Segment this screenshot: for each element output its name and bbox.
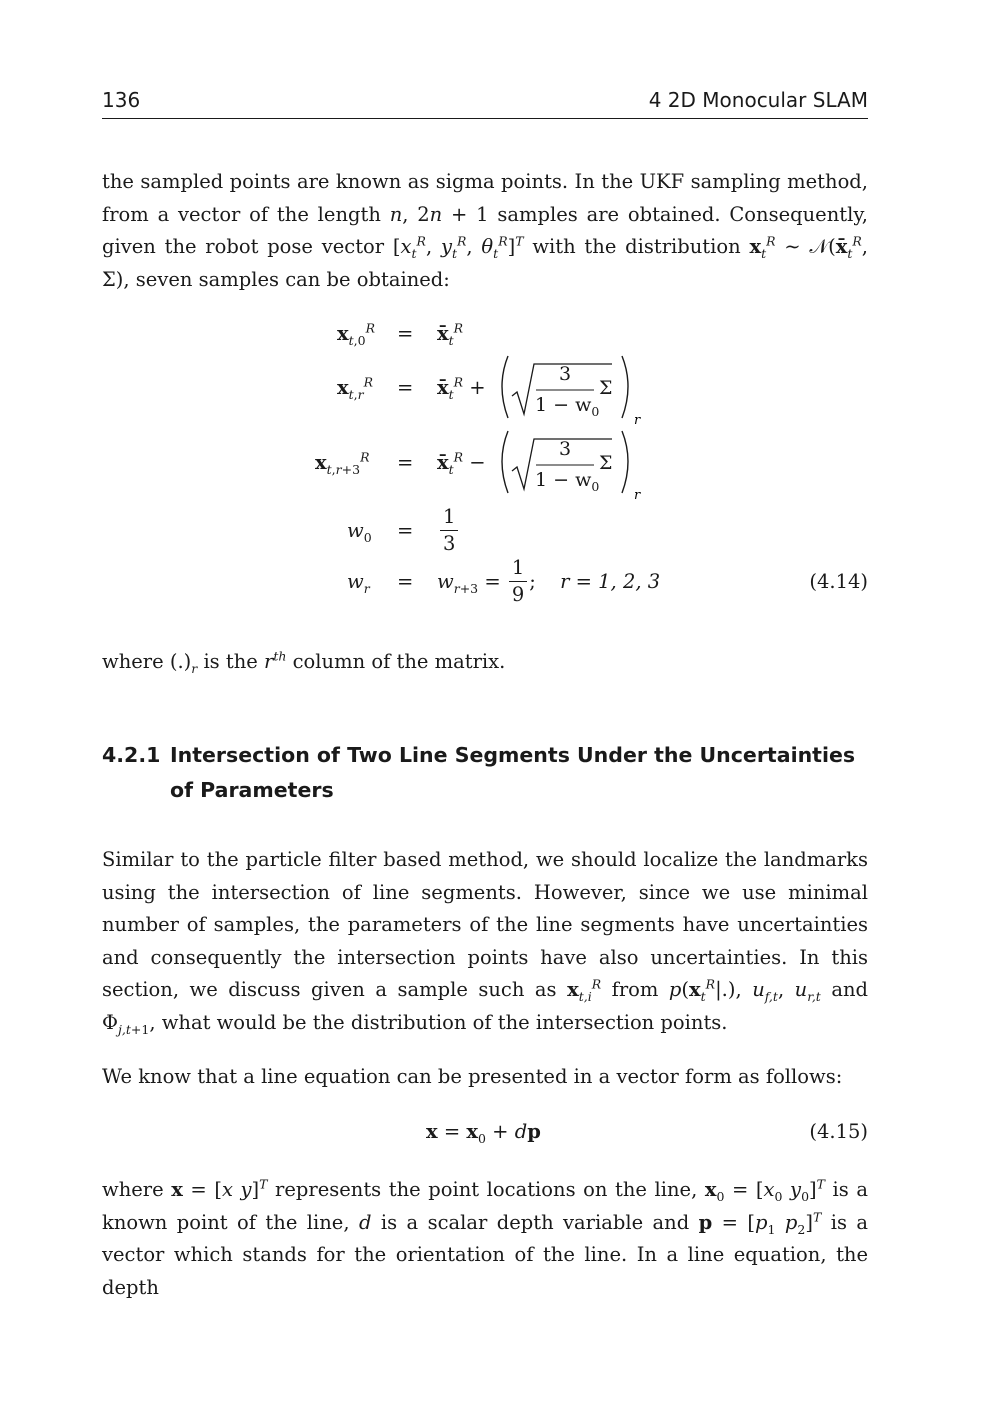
para1-text-c: with the distribution <box>523 235 750 258</box>
frac-denominator: $1 - w_0$ <box>535 394 600 419</box>
eq-lhs-x-t0: $x_{t,0}^R$ <box>337 320 376 348</box>
page-number: 136 <box>102 88 141 112</box>
eq-rhs-xbar: $x̄_t^R$ <box>437 320 464 348</box>
para4-text-d: is a scalar depth variable and <box>371 1210 699 1234</box>
where1-text-c: column of the matrix. <box>286 650 506 673</box>
paragraph-sigma-points: the sampled points are known as sigma points. In the UKF sampling method, from a vector of the length n, 2n + 1 samples are obtained. Consequently, given the robot pose vector [$x_t^R$, $y_t^R$, $\theta_t^R]^T$ with the distribution $x_t^R$ ∼ $𝒩(x̄_t^R$, Σ), seven samples can be obtained: <box>102 170 868 291</box>
eq-equals: = <box>397 451 414 474</box>
svg-text:r: r <box>634 488 641 501</box>
frac-numerator: 3 <box>559 363 572 385</box>
chapter-title: 4 2D Monocular SLAM <box>648 88 868 112</box>
eq-w0-value: $\frac{1}{3}$ <box>438 504 460 557</box>
para2-text-a: Similar to the particle filter based method, we should localize the landmarks using the intersection of line segments. However, since we use minimal number of samples, the parameters of the line segments have uncertainties and consequently the intersection points have also uncertainties. In this section, we discuss given a sample such as <box>102 848 868 1001</box>
eq-lhs-x-tr3: $x_{t,r+3}^R$ <box>315 449 370 477</box>
para4-text-e: is a vector which stands for the orientation of the line. In a line equation, the depth <box>102 1210 868 1299</box>
paragraph-column-note: where $(.)_r$ is the $r^{th}$ column of the matrix. <box>102 648 506 676</box>
eq-equals: = <box>397 322 414 345</box>
section-number: 4.2.1 <box>102 743 161 767</box>
para1-text-d: , seven samples can be obtained: <box>123 267 450 291</box>
para1-text-b: samples are obtained. Consequently, given the robot pose vector <box>102 202 868 258</box>
sigma: Σ <box>599 377 613 399</box>
para1-text-a: the sampled points are known as sigma points. In the UKF sampling method, from a vector of the length <box>102 170 868 226</box>
equation-4-15: $x = x_0$ + dp <box>426 1120 541 1146</box>
para2-text-b: from <box>601 978 669 1001</box>
eq-lhs-wr: $w_r$ <box>347 570 370 596</box>
para2-text-c: and <box>820 978 869 1001</box>
eq-equals: = <box>397 570 414 593</box>
frac-denominator: $1 - w_0$ <box>535 469 600 494</box>
eq-equals: = <box>397 519 414 542</box>
section-heading <box>102 738 868 808</box>
section-title: Intersection of Two Line Segments Under the Uncertainties of Parameters <box>170 743 856 802</box>
frac-numerator: 3 <box>559 438 572 460</box>
eq-wr-value: $w_{r+3}$ = $\frac{1}{9}$ ; r = 1, 2, 3 <box>437 556 661 606</box>
eq-equals: = <box>397 376 414 399</box>
equation-number-4-15: (4.15) <box>809 1120 868 1143</box>
equation-number-4-14: (4.14) <box>809 570 868 593</box>
eq-lhs-x-tr: $x_{t,r}^R$ <box>337 374 374 402</box>
sigma: Σ <box>599 452 613 474</box>
para4-text-b: represents the point locations on the line, <box>267 1178 705 1201</box>
paragraph-line-equation: We know that a line equation can be presented in a vector form as follows: <box>102 1065 843 1088</box>
para4-text-a: where <box>102 1178 172 1201</box>
para2-text-d: , what would be the distribution of the intersection points. <box>149 1010 728 1034</box>
paragraph-line-definition: where x = [x y]$^T$ represents the point locations on the line, $x_0 = [x_0$ $y_0]^T$ is a known point of the line, d is a scalar depth variable and $p = [p_1$ $p_2]^T$ is a vector which stands for the orientation of the line. In a line equation, the depth <box>102 1176 868 1299</box>
svg-text:r: r <box>634 413 641 426</box>
header-rule <box>102 118 868 119</box>
paragraph-intersection: Similar to the particle filter based method, we should localize the landmarks using the intersection of line segments. However, since we use minimal number of samples, the parameters of the line segments have uncertainties and consequently the intersection points have also uncertainties. In this section, we discuss given a sample such as $x_{t,i}^R$ from $p(x_t^R|.)$, $u_{f,t}$, $u_{r,t}$ and $\Phi_{j,t+1}$, what would be the distribution of the intersection points. <box>102 848 869 1037</box>
eq-rhs-xbar-plus: $x̄_t^R$ + <box>437 374 486 402</box>
para4-text-c: is a known point of the line, <box>102 1178 868 1234</box>
where1-text-b: is the <box>197 650 265 673</box>
eq-lhs-w0: $w_0$ <box>347 519 372 545</box>
eq-rhs-xbar-minus: $x̄_t^R$ − <box>437 449 486 477</box>
where1-text-a: where (.) <box>102 650 192 673</box>
